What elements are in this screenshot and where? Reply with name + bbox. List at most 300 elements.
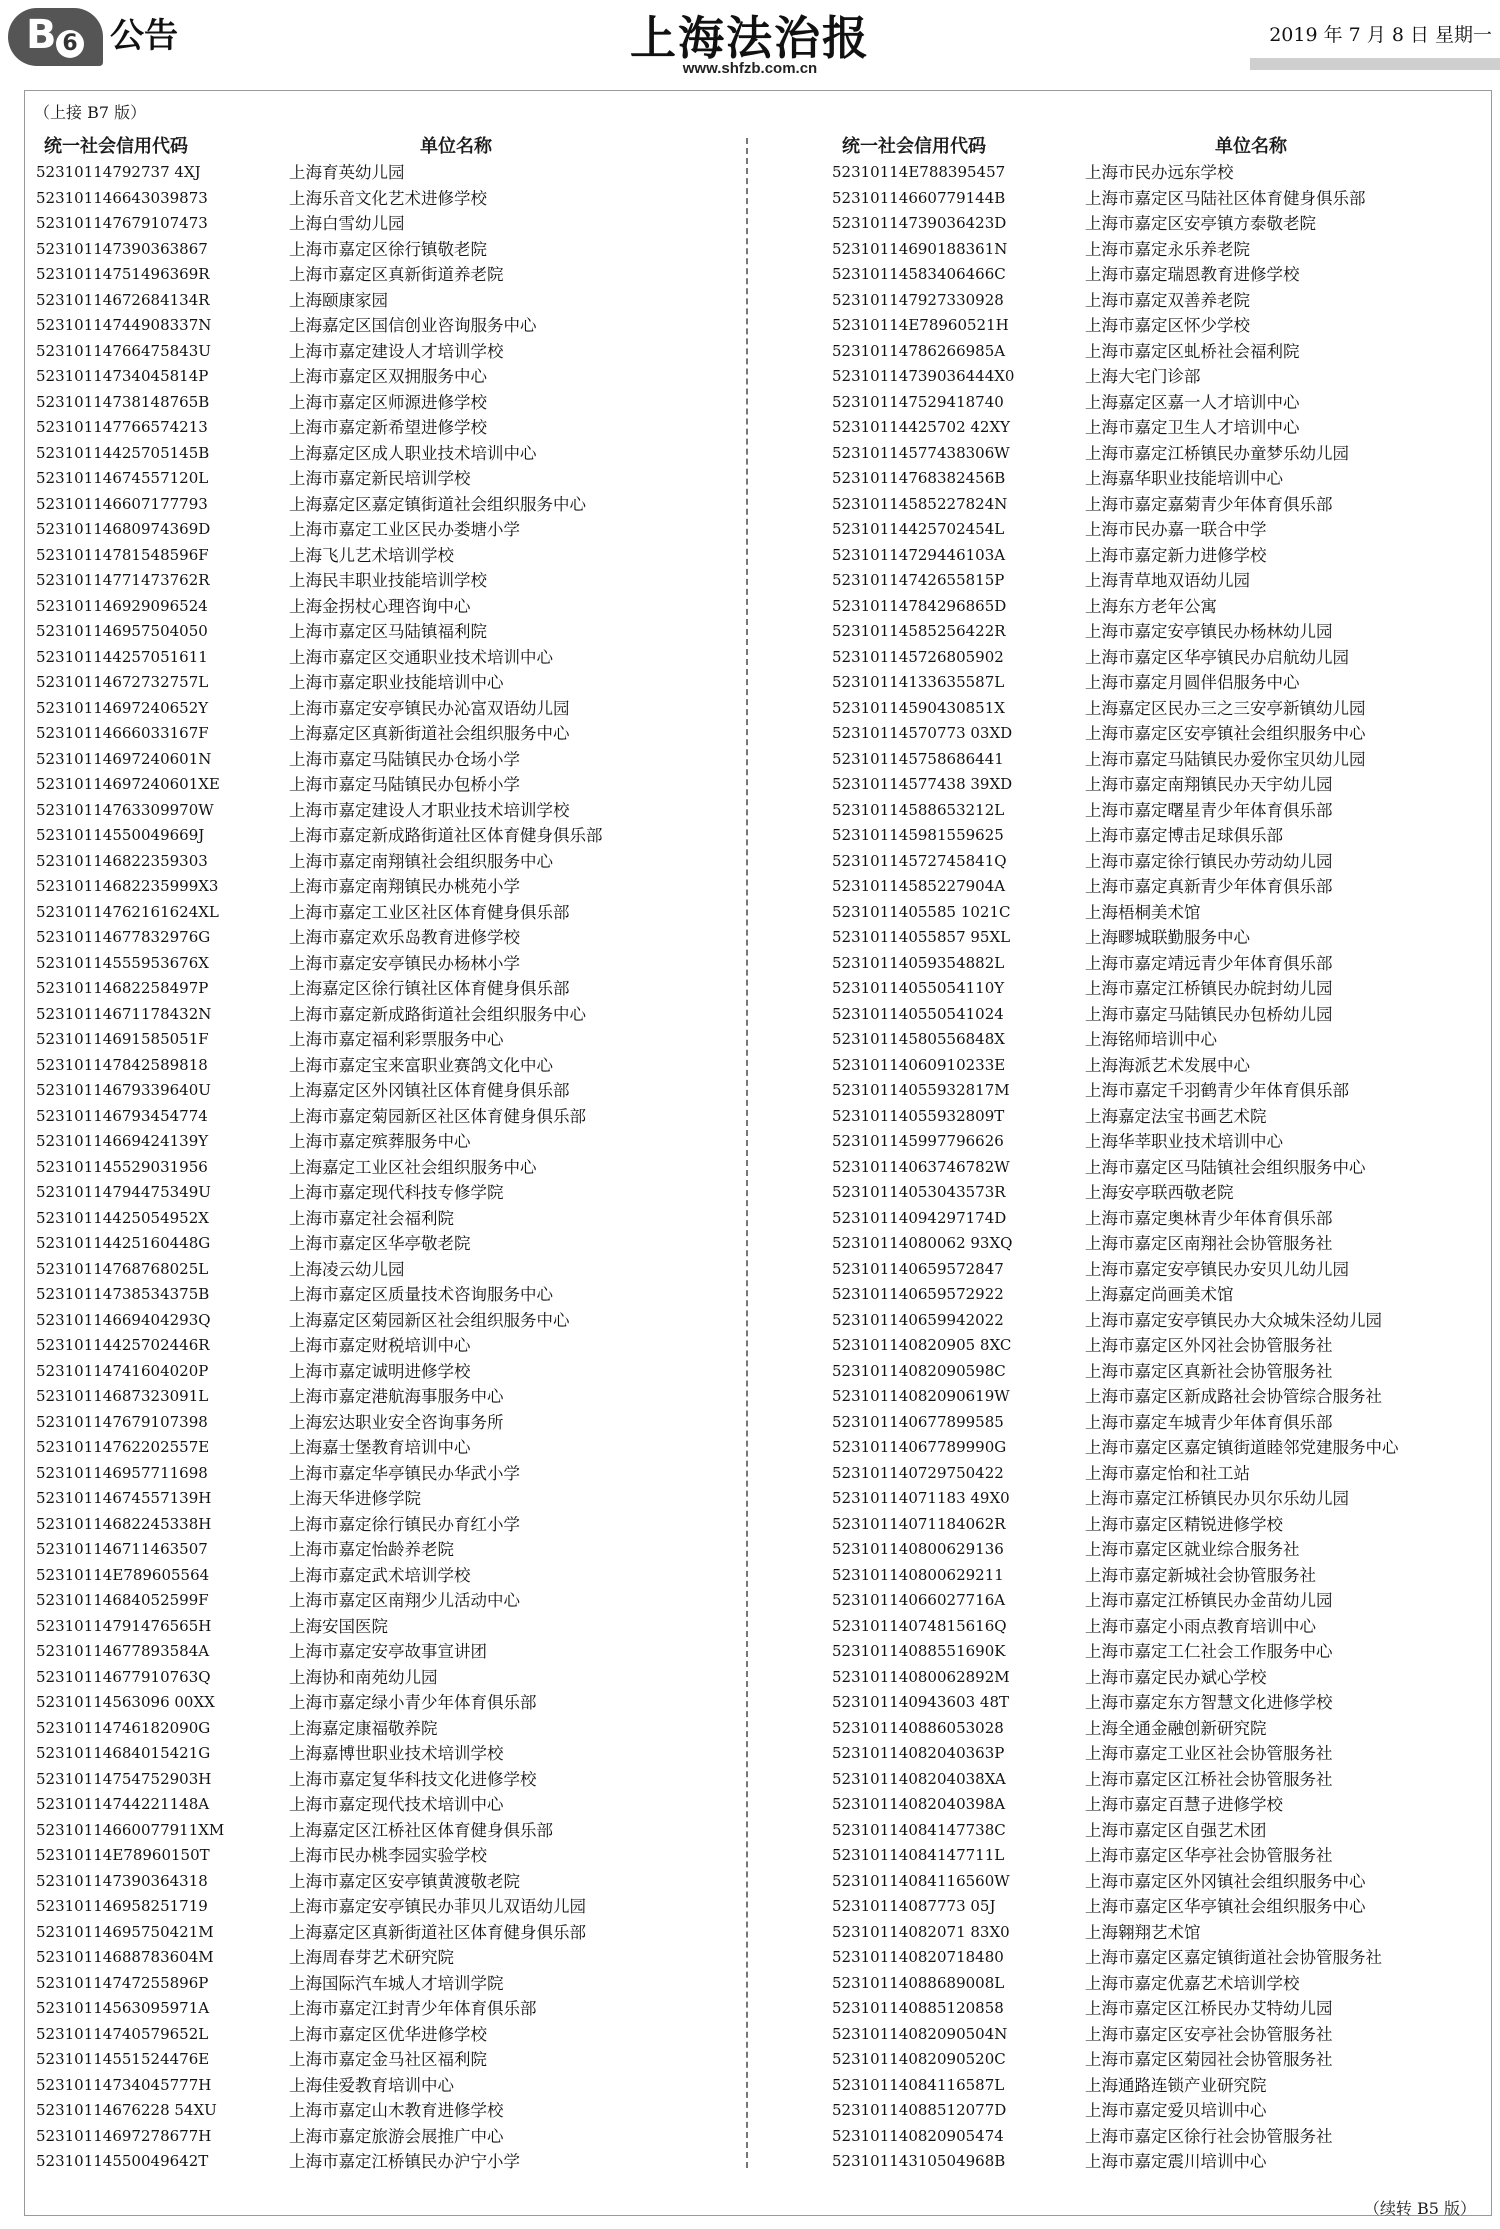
credit-code: 52310114682235999X3	[36, 877, 219, 895]
credit-code: 523101147766574213	[36, 418, 208, 436]
credit-code: 52310114768768025L	[36, 1259, 209, 1278]
credit-code: 52310114071184062R	[832, 1514, 1006, 1533]
credit-code: 523101145529031956	[36, 1157, 208, 1176]
credit-code: 52310114744221148A	[36, 1795, 210, 1813]
organization-name: 上海市嘉定财税培训中心	[289, 1336, 471, 1355]
organization-name: 上海市嘉定月圆伴侣服务中心	[1085, 673, 1300, 692]
organization-name: 上海市嘉定港航海事服务中心	[289, 1387, 504, 1406]
organization-name: 上海嘉定区嘉定镇街道社会组织服务中心	[289, 494, 586, 514]
list-item	[36, 1333, 736, 1359]
column-divider	[746, 138, 748, 2168]
list-item	[832, 1716, 1492, 1742]
list-item	[36, 492, 736, 518]
credit-code: 52310114738534375B	[36, 1285, 210, 1303]
organization-name: 上海市嘉定江桥镇民办童梦乐幼儿园	[1085, 443, 1349, 463]
credit-code: 52310114E78960521H	[832, 316, 1009, 334]
organization-name: 上海市嘉定怡龄养老院	[289, 1540, 454, 1559]
organization-name: 上海市嘉定南翔镇社会组织服务中心	[289, 851, 553, 871]
list-item	[832, 160, 1492, 186]
credit-code: 52310114784296865D	[832, 596, 1007, 615]
credit-code: 52310114687323091L	[36, 1387, 209, 1405]
organization-name: 上海市嘉定区双拥服务中心	[289, 367, 487, 386]
list-item	[832, 2073, 1492, 2099]
credit-code: 52310114674557120L	[36, 469, 209, 487]
list-item	[36, 1665, 736, 1691]
credit-code: 523101145997796626	[832, 1132, 1004, 1150]
organization-name: 上海市嘉定旅游会展推广中心	[289, 2126, 504, 2146]
organization-name: 上海嘉定康福敬养院	[289, 1718, 438, 1738]
organization-name: 上海市嘉定社会福利院	[289, 1208, 454, 1228]
list-item	[36, 951, 736, 977]
credit-code: 523101146929096524	[36, 596, 208, 615]
credit-code: 52310114E78960150T	[36, 1846, 210, 1864]
list-item	[832, 2098, 1492, 2124]
page-number: 6	[56, 30, 84, 58]
organization-name: 上海市嘉定怡和社工站	[1085, 1463, 1250, 1483]
organization-name: 上海市嘉定优嘉艺术培训学校	[1085, 1973, 1300, 1993]
list-item	[36, 1792, 736, 1818]
credit-code: 52310114572745841Q	[832, 851, 1007, 870]
header-rule	[1250, 58, 1500, 70]
list-item	[36, 1843, 736, 1869]
newspaper-masthead: 上海法治报	[630, 11, 870, 65]
list-item	[36, 339, 736, 365]
credit-code: 52310114697240601XE	[36, 775, 220, 793]
organization-name: 上海市嘉定震川培训中心	[1085, 2152, 1267, 2171]
credit-code: 52310114666033167F	[36, 724, 209, 742]
credit-code: 52310114087773 05J	[832, 1897, 996, 1915]
section-title: 公告	[110, 16, 178, 56]
list-item	[36, 1078, 736, 1104]
credit-code: 52310114082090598C	[832, 1361, 1006, 1380]
credit-code: 52310114763309970W	[36, 800, 214, 819]
organization-name: 上海东方老年公寓	[1085, 596, 1217, 616]
organization-name: 上海颐康家园	[289, 290, 388, 310]
credit-code: 52310114740579652L	[36, 2024, 209, 2043]
list-item	[832, 339, 1492, 365]
organization-name: 上海市嘉定区嘉定镇街道睦邻党建服务中心	[1085, 1438, 1399, 1457]
list-item	[832, 517, 1492, 543]
list-item	[36, 772, 736, 798]
credit-code: 52310114088689008L	[832, 1973, 1005, 1992]
credit-code: 52310114053043573R	[832, 1183, 1006, 1201]
credit-code: 52310114684015421G	[36, 1744, 211, 1762]
list-item	[832, 1461, 1492, 1487]
organization-name: 上海乐音文化艺术进修学校	[289, 188, 487, 208]
list-item	[832, 1435, 1492, 1461]
organization-name: 上海市嘉定区质量技术咨询服务中心	[289, 1285, 553, 1304]
credit-code: 5231011408204038XA	[832, 1769, 1006, 1788]
credit-code: 52310114133635587L	[832, 673, 1005, 691]
organization-name: 上海市嘉定菊园新区社区体育健身俱乐部	[289, 1106, 586, 1126]
credit-code: 52310114550049669J	[36, 826, 205, 844]
credit-code: 52310114741604020P	[36, 1361, 209, 1380]
credit-code: 52310114080062892M	[832, 1667, 1010, 1686]
list-item	[36, 1894, 736, 1920]
credit-code: 52310114082071 83X0	[832, 1922, 1010, 1941]
page-number-badge	[8, 8, 103, 66]
organization-name: 上海国际汽车城人才培训学院	[289, 1973, 504, 1993]
credit-code: 52310114067789990G	[832, 1438, 1007, 1456]
organization-name: 上海市嘉定区马陆镇社会组织服务中心	[1085, 1157, 1366, 1177]
list-item	[36, 1971, 736, 1997]
organization-name: 上海梧桐美术馆	[1085, 902, 1201, 922]
credit-code: 52310114676228 54XU	[36, 2101, 217, 2119]
list-item	[832, 2149, 1492, 2175]
list-item	[832, 1818, 1492, 1844]
list-item	[36, 798, 736, 824]
list-item	[36, 186, 736, 212]
credit-code: 52310114684052599F	[36, 1591, 209, 1609]
organization-name: 上海市民办嘉一联合中学	[1085, 520, 1267, 539]
credit-code: 52310114563095971A	[36, 1999, 210, 2017]
list-item	[36, 1206, 736, 1232]
list-item	[832, 1384, 1492, 1410]
list-item	[832, 1486, 1492, 1512]
list-item	[832, 390, 1492, 416]
organization-name: 上海市嘉定车城青少年体育俱乐部	[1085, 1412, 1333, 1432]
list-item	[36, 1563, 736, 1589]
credit-code: 523101146643039873	[36, 188, 208, 207]
credit-code: 52310114697278677H	[36, 2126, 212, 2145]
list-item	[36, 1945, 736, 1971]
list-item	[36, 1537, 736, 1563]
organization-name: 上海青草地双语幼儿园	[1085, 571, 1250, 590]
list-item	[36, 1716, 736, 1742]
organization-name: 上海市嘉定山木教育进修学校	[289, 2101, 504, 2120]
credit-code: 52310114739036444X0	[832, 367, 1015, 385]
list-item	[36, 619, 736, 645]
list-item	[832, 670, 1492, 696]
list-item	[36, 1129, 736, 1155]
credit-code: 52310114781548596F	[36, 545, 209, 564]
credit-code: 52310114094297174D	[832, 1208, 1007, 1227]
organization-name: 上海周春芽艺术研究院	[289, 1948, 454, 1967]
list-item	[36, 1588, 736, 1614]
right-organization-list	[832, 160, 1492, 2175]
list-item	[832, 1206, 1492, 1232]
organization-name: 上海市嘉定区江桥民办艾特幼儿园	[1085, 1999, 1333, 2018]
organization-name: 上海市嘉定区华亭敬老院	[289, 1234, 471, 1253]
credit-code: 5231011405585 1021C	[832, 902, 1011, 921]
list-item	[832, 1410, 1492, 1436]
credit-code: 52310114682258497P	[36, 979, 209, 997]
list-item	[36, 364, 736, 390]
credit-code: 52310114084116560W	[832, 1871, 1010, 1890]
list-item	[832, 2047, 1492, 2073]
credit-code: 52310114084147738C	[832, 1820, 1006, 1839]
credit-code: 52310114746182090G	[36, 1718, 211, 1737]
credit-code: 52310114577438306W	[832, 443, 1010, 462]
list-item	[832, 849, 1492, 875]
list-item	[36, 237, 736, 263]
credit-code: 52310114660779144B	[832, 188, 1006, 207]
credit-code: 523101146607177793	[36, 494, 208, 513]
list-item	[832, 1588, 1492, 1614]
organization-name: 上海市嘉定区新成路社会协管综合服务社	[1085, 1387, 1382, 1406]
list-item	[36, 1002, 736, 1028]
credit-code: 523101140943603 48T	[832, 1693, 1010, 1711]
organization-name: 上海市嘉定江封青少年体育俱乐部	[289, 1999, 537, 2018]
organization-name: 上海市嘉定马陆镇民办包桥小学	[289, 775, 520, 794]
organization-name: 上海市嘉定区安亭镇社会组织服务中心	[1085, 724, 1366, 743]
organization-name: 上海天华进修学院	[289, 1489, 421, 1508]
credit-code: 52310114063746782W	[832, 1157, 1010, 1176]
organization-name: 上海市嘉定真新青少年体育俱乐部	[1085, 877, 1333, 896]
credit-code: 523101146957504050	[36, 622, 208, 640]
list-item	[36, 211, 736, 237]
credit-code: 523101146822359303	[36, 851, 208, 870]
list-item	[36, 568, 736, 594]
list-item	[36, 1741, 736, 1767]
organization-name: 上海市嘉定小雨点教育培训中心	[1085, 1616, 1316, 1636]
list-item	[36, 747, 736, 773]
list-item	[36, 2047, 736, 2073]
organization-name: 上海市嘉定博击足球俱乐部	[1085, 826, 1283, 845]
list-item	[832, 721, 1492, 747]
credit-code: 523101140659572847	[832, 1259, 1004, 1278]
organization-name: 上海市民办远东学校	[1085, 163, 1234, 182]
organization-name: 上海海派艺术发展中心	[1085, 1055, 1250, 1075]
list-item	[832, 364, 1492, 390]
organization-name: 上海市嘉定安亭镇民办沁富双语幼儿园	[289, 698, 570, 718]
left-code-header: 统一社会信用代码	[44, 136, 188, 157]
organization-name: 上海市嘉定永乐养老院	[1085, 239, 1250, 259]
credit-code: 523101145726805902	[832, 647, 1004, 666]
organization-name: 上海市嘉定区南翔社会协管服务社	[1085, 1234, 1333, 1253]
organization-name: 上海市嘉定千羽鹤青少年体育俱乐部	[1085, 1081, 1349, 1100]
organization-name: 上海市嘉定新民培训学校	[289, 469, 471, 488]
credit-code: 523101147842589818	[36, 1055, 208, 1074]
list-item	[832, 237, 1492, 263]
credit-code: 52310114674557139H	[36, 1489, 212, 1507]
credit-code: 52310114762202557E	[36, 1438, 210, 1456]
organization-name: 上海市嘉定区自强艺术团	[1085, 1820, 1267, 1840]
credit-code: 52310114577438 39XD	[832, 775, 1013, 793]
organization-name: 上海市嘉定新成路街道社区体育健身俱乐部	[289, 826, 603, 845]
list-item	[36, 1384, 736, 1410]
right-code-header: 统一社会信用代码	[842, 136, 986, 157]
list-item	[832, 1282, 1492, 1308]
organization-name: 上海通路连锁产业研究院	[1085, 2075, 1267, 2095]
organization-name: 上海市嘉定区江桥社会协管服务社	[1085, 1769, 1333, 1789]
organization-name: 上海嘉定区成人职业技术培训中心	[289, 443, 537, 463]
credit-code: 52310114771473762R	[36, 571, 210, 589]
list-item	[832, 543, 1492, 569]
organization-name: 上海市嘉定区外冈镇社会组织服务中心	[1085, 1871, 1366, 1891]
issue-date: 2019 年 7 月 8 日 星期一	[1269, 24, 1492, 46]
list-item	[36, 390, 736, 416]
page-letter: B	[26, 12, 57, 58]
list-item	[832, 2124, 1492, 2150]
credit-code: 52310114082040363P	[832, 1744, 1005, 1762]
credit-code: 52310114682245338H	[36, 1514, 212, 1533]
list-item	[36, 2124, 736, 2150]
credit-code: 523101147390363867	[36, 239, 208, 258]
list-item	[832, 186, 1492, 212]
list-item	[832, 441, 1492, 467]
credit-code: 52310114677910763Q	[36, 1667, 211, 1686]
organization-name: 上海嘉定区嘉一人才培训中心	[1085, 392, 1300, 412]
credit-code: 52310114425702454L	[832, 520, 1005, 538]
credit-code: 52310114695750421M	[36, 1922, 214, 1941]
organization-name: 上海市嘉定华亭镇民办华武小学	[289, 1463, 520, 1483]
organization-name: 上海市嘉定宝来富职业赛鸽文化中心	[289, 1055, 553, 1075]
list-item	[832, 1155, 1492, 1181]
organization-name: 上海市嘉定安亭镇民办杨林幼儿园	[1085, 622, 1333, 641]
credit-code: 52310114580556848X	[832, 1030, 1005, 1048]
organization-name: 上海嘉定区外冈镇社区体育健身俱乐部	[289, 1081, 570, 1100]
credit-code: 52310114074815616Q	[832, 1616, 1007, 1635]
credit-code: 523101145981559625	[832, 826, 1004, 844]
credit-code: 52310114585256422R	[832, 622, 1006, 640]
organization-name: 上海市嘉定百慧子进修学校	[1085, 1795, 1283, 1814]
list-item	[832, 1104, 1492, 1130]
list-item	[36, 1104, 736, 1130]
list-item	[36, 849, 736, 875]
list-item	[36, 1486, 736, 1512]
list-item	[832, 1767, 1492, 1793]
credit-code: 52310114691585051F	[36, 1030, 209, 1048]
organization-name: 上海市嘉定安亭故事宣讲团	[289, 1642, 487, 1661]
organization-name: 上海市嘉定区菊园社会协管服务社	[1085, 2050, 1333, 2069]
credit-code: 52310114E789605564	[36, 1565, 210, 1584]
credit-code: 52310114088512077D	[832, 2101, 1007, 2119]
list-item	[36, 696, 736, 722]
credit-code: 52310114762161624XL	[36, 902, 219, 921]
credit-code: 52310114729446103A	[832, 545, 1006, 564]
organization-name: 上海市嘉定区精锐进修学校	[1085, 1514, 1283, 1534]
list-item	[36, 670, 736, 696]
list-item	[36, 1767, 736, 1793]
credit-code: 52310114080062 93XQ	[832, 1234, 1013, 1252]
list-item	[36, 1690, 736, 1716]
list-item	[36, 1410, 736, 1436]
organization-name: 上海市民办桃李园实验学校	[289, 1846, 487, 1865]
organization-name: 上海市嘉定区真新社会协管服务社	[1085, 1361, 1333, 1381]
credit-code: 52310114425702446R	[36, 1336, 210, 1354]
credit-code: 52310114768382456B	[832, 469, 1006, 487]
list-item	[36, 1053, 736, 1079]
credit-code: 523101140800629136	[832, 1540, 1004, 1558]
organization-name: 上海市嘉定诚明进修学校	[289, 1361, 471, 1381]
credit-code: 52310114766475843U	[36, 341, 211, 360]
left-organization-list	[36, 160, 736, 2175]
credit-code: 52310114585227824N	[832, 494, 1008, 513]
list-item	[832, 1333, 1492, 1359]
list-item	[832, 619, 1492, 645]
credit-code: 523101145758686441	[832, 749, 1004, 768]
organization-name: 上海市嘉定东方智慧文化进修学校	[1085, 1693, 1333, 1712]
organization-name: 上海市嘉定工业区民办娄塘小学	[289, 520, 520, 539]
list-item	[36, 874, 736, 900]
credit-code: 523101147529418740	[832, 392, 1004, 411]
organization-name: 上海市嘉定区徐行镇敬老院	[289, 239, 487, 259]
credit-code: 52310114082090619W	[832, 1387, 1010, 1405]
organization-name: 上海市嘉定新成路街道社会组织服务中心	[289, 1004, 586, 1024]
organization-name: 上海市嘉定区华亭社会协管服务社	[1085, 1846, 1333, 1865]
list-item	[36, 594, 736, 620]
organization-name: 上海铭师培训中心	[1085, 1030, 1217, 1049]
right-name-header: 单位名称	[1215, 136, 1287, 157]
organization-name: 上海市嘉定金马社区福利院	[289, 2050, 487, 2069]
list-item	[36, 313, 736, 339]
organization-name: 上海嘉定区民办三之三安亭新镇幼儿园	[1085, 698, 1366, 718]
organization-name: 上海市嘉定徐行镇民办劳动幼儿园	[1085, 851, 1333, 871]
list-item	[832, 1971, 1492, 1997]
organization-name: 上海市嘉定现代科技专修学院	[289, 1183, 504, 1202]
list-item	[832, 288, 1492, 314]
organization-name: 上海市嘉定安亭镇民办安贝儿幼儿园	[1085, 1259, 1349, 1279]
credit-code: 52310114690188361N	[832, 239, 1008, 258]
list-item	[36, 925, 736, 951]
credit-code: 52310114677832976G	[36, 928, 211, 946]
organization-name: 上海白雪幼儿园	[289, 214, 405, 233]
credit-code: 52310114590430851X	[832, 698, 1005, 717]
credit-code: 52310114672732757L	[36, 673, 209, 691]
organization-name: 上海大宅门诊部	[1085, 367, 1201, 386]
list-item	[36, 1512, 736, 1538]
organization-name: 上海民丰职业技能培训学校	[289, 571, 487, 590]
organization-name: 上海市嘉定南翔镇民办桃苑小学	[289, 877, 520, 896]
credit-code: 523101140729750422	[832, 1463, 1004, 1482]
credit-code: 52310114742655815P	[832, 571, 1005, 589]
credit-code: 523101144257051611	[36, 647, 208, 666]
organization-name: 上海嘉华职业技能培训中心	[1085, 469, 1283, 488]
organization-name: 上海市嘉定江桥镇民办皖封幼儿园	[1085, 979, 1333, 998]
organization-name: 上海市嘉定爱贝培训中心	[1085, 2101, 1267, 2120]
list-item	[832, 1843, 1492, 1869]
organization-name: 上海市嘉定徐行镇民办育红小学	[289, 1514, 520, 1534]
organization-name: 上海嘉定区徐行镇社区体育健身俱乐部	[289, 979, 570, 998]
organization-name: 上海市嘉定区优华进修学校	[289, 2024, 487, 2044]
credit-code: 52310114055857 95XL	[832, 928, 1011, 946]
organization-name: 上海市嘉定武术培训学校	[289, 1565, 471, 1585]
credit-code: 52310114425054952X	[36, 1208, 209, 1227]
list-item	[832, 2022, 1492, 2048]
credit-code: 52310114791476565H	[36, 1616, 212, 1635]
list-item	[832, 696, 1492, 722]
list-item	[832, 1129, 1492, 1155]
credit-code: 52310114555953676X	[36, 953, 209, 972]
list-item	[832, 976, 1492, 1002]
list-item	[36, 721, 736, 747]
credit-code: 52310114570773 03XD	[832, 724, 1013, 742]
organization-name: 上海市嘉定江桥镇民办贝尔乐幼儿园	[1085, 1489, 1349, 1508]
list-item	[36, 1920, 736, 1946]
organization-name: 上海市嘉定福利彩票服务中心	[289, 1030, 504, 1049]
organization-name: 上海市嘉定区怀少学校	[1085, 316, 1250, 335]
organization-name: 上海市嘉定区徐行社会协管服务社	[1085, 2126, 1333, 2146]
credit-code: 52310114754752903H	[36, 1769, 212, 1788]
organization-name: 上海育英幼儿园	[289, 163, 405, 182]
list-item	[832, 1614, 1492, 1640]
organization-name: 上海凌云幼儿园	[289, 1259, 405, 1279]
organization-name: 上海市嘉定区安亭镇方泰敬老院	[1085, 214, 1316, 233]
list-item	[36, 2098, 736, 2124]
list-item	[832, 1512, 1492, 1538]
organization-name: 上海市嘉定马陆镇民办包桥幼儿园	[1085, 1004, 1333, 1024]
list-item	[36, 1869, 736, 1895]
credit-code: 52310114697240652Y	[36, 698, 209, 717]
credit-code: 52310114425705145B	[36, 443, 210, 462]
list-item	[832, 1920, 1492, 1946]
credit-code: 52310114669404293Q	[36, 1310, 211, 1329]
website-url[interactable]: www.shfzb.com.cn	[682, 60, 818, 77]
credit-code: 523101146958251719	[36, 1897, 208, 1915]
credit-code: 523101147679107398	[36, 1412, 208, 1431]
credit-code: 523101146957711698	[36, 1463, 208, 1482]
